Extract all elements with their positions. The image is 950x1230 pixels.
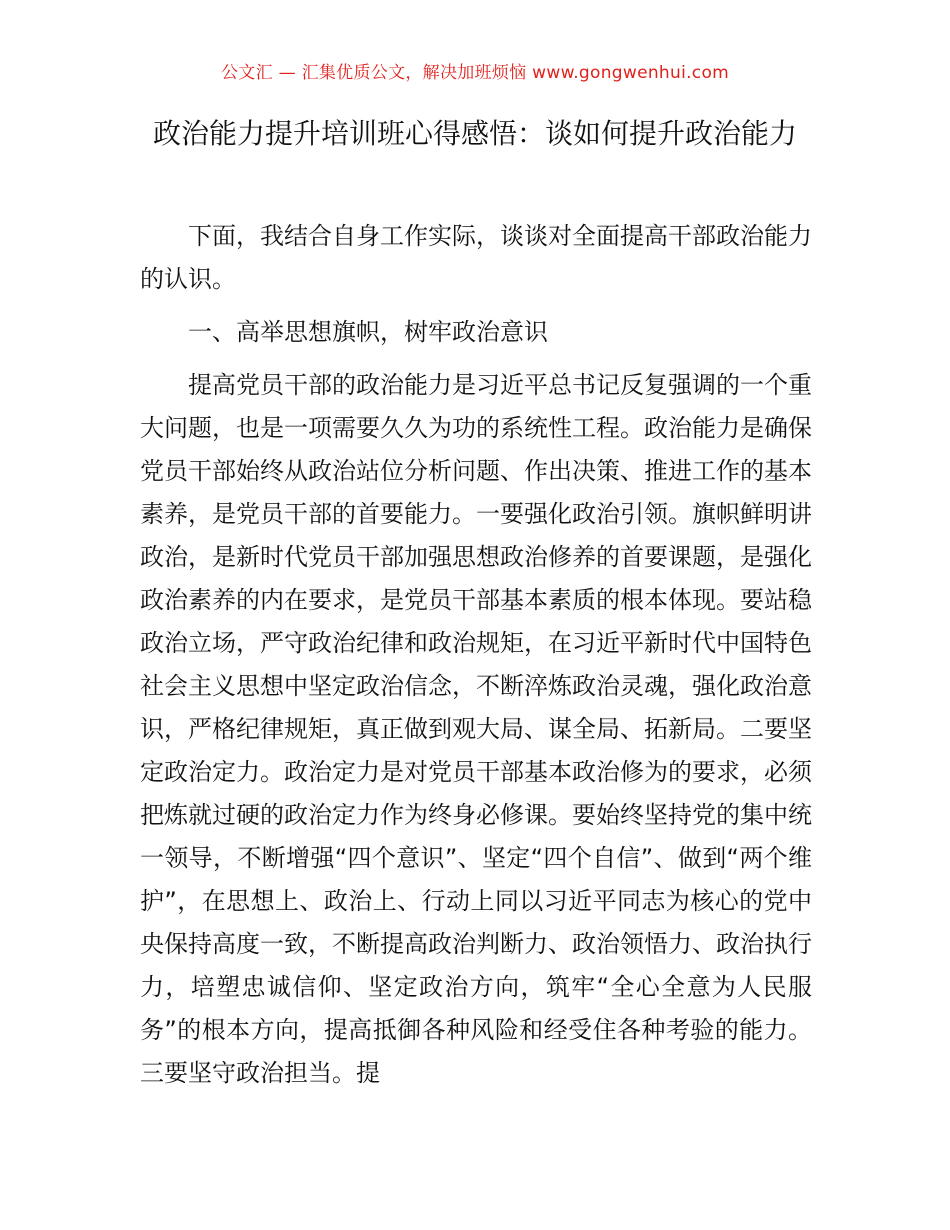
body-paragraph: 提高党员干部的政治能力是习近平总书记反复强调的一个重大问题，也是一项需要久久为功的系统性工程。政治能力是确保党员干部始终从政治站位分析问题、作出决策、推进工作的基本素养，是党员干部的首要能力。一要强化政治引领。旗帜鲜明讲政治，是新时代党员干部加强思想政治修养的首要课题，是强化政治素养的内在要求，是党员干部基本素质的根本体现。要站稳政治立场，严守政治纪律和政治规矩，在习近平新时代中国特色社会主义思想中坚定政治信念，不断淬炼政治灵魂，强化政治意识，严格纪律规矩，真正做到观大局、谋全局、拓新局。二要坚定政治定力。政治定力是对党员干部基本政治修为的要求，必须把炼就过硬的政治定力作为终身必修课。要始终坚持党的集中统一领导，不断增强“四个意识”、坚定“四个自信”、做到“两个维护”，在思想上、政治上、行动上同以习近平同志为核心的党中央保持高度一致，不断提高政治判断力、政治领悟力、政治执行力，培塑忠诚信仰、坚定政治方向，筑牢“全心全意为人民服务”的根本方向，提高抵御各种风险和经受住各种考验的能力。三要坚守政治担当。提	[140, 371, 812, 1087]
document-body	[140, 215, 812, 1103]
document-title: 政治能力提升培训班心得感悟：谈如何提升政治能力	[152, 117, 797, 150]
header-banner: 公文汇 — 汇集优质公文，解决加班烦恼 www.gongwenhui.com	[220, 63, 730, 83]
section-heading: 一、高举思想旗帜，树牢政治意识	[188, 318, 548, 346]
intro-paragraph: 下面，我结合自身工作实际，谈谈对全面提高干部政治能力的认识。	[140, 222, 812, 293]
